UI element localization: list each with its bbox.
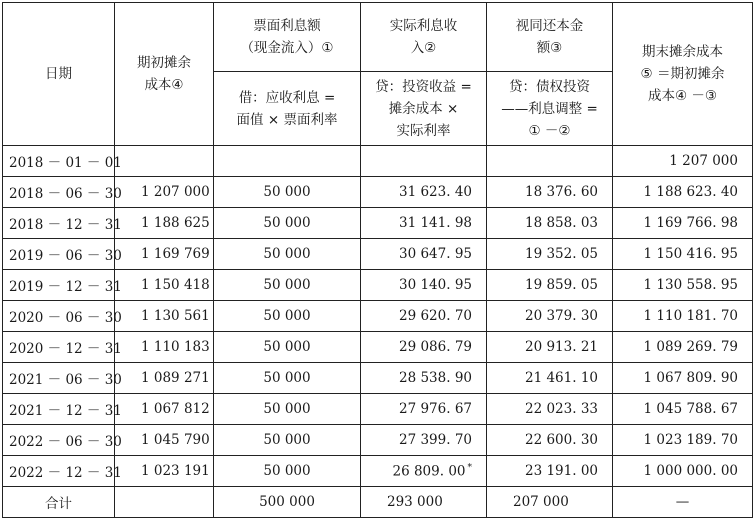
header-actual-entry-line1: 贷：投资收益 = [375,78,472,95]
table-row [3,146,753,177]
header-principal-entry-line1: 贷：债权投资 [509,78,590,95]
cell-opening-cost: 1 023 191 [115,456,214,487]
table-row [3,270,753,301]
cell-opening-cost: 1 110 183 [115,332,214,363]
table-row [3,177,753,208]
header-principal-line1: 视同还本金 [515,18,584,34]
cell-date: 2018 － 12 － 31 [3,208,115,239]
cell-actual-interest [361,456,487,487]
total-row [3,487,753,518]
cell-actual-interest: 29 620. 70 [361,301,487,332]
header-coupon-entry [214,72,361,146]
cell-principal: 19 859. 05 [487,270,613,301]
header-closing-cost-line3: 成本④ －③ [648,88,717,104]
cell-closing-cost: 1 130 558. 95 [613,270,753,301]
cell-actual-interest: 27 399. 70 [361,425,487,456]
cell-principal: 18 376. 60 [487,177,613,208]
footnote-mark: * [467,462,472,473]
cell-date: 2022 － 12 － 31 [3,456,115,487]
cell-coupon: 50 000 [214,301,361,332]
cell-principal [487,146,613,177]
header-opening-cost-line1: 期初摊余 [137,55,191,71]
total-principal: 207 000 [487,487,613,518]
cell-coupon [214,146,361,177]
total-opening-cost [115,487,214,518]
header-coupon-entry-line1: 借：应收利息 = [238,89,336,106]
table-row [3,239,753,270]
header-closing-cost-line1: 期末摊余成本 [642,44,723,60]
cell-actual-interest: 31 141. 98 [361,208,487,239]
table-row [3,394,753,425]
cell-date: 2020 － 12 － 31 [3,332,115,363]
header-principal-entry-line3: ① －② [528,122,571,139]
header-actual-interest-line2: 入② [410,40,437,56]
cell-coupon: 50 000 [214,425,361,456]
header-principal-entry [487,72,613,146]
table-row [3,208,753,239]
cell-closing-cost: 1 000 000. 00 [613,456,753,487]
cell-principal: 22 023. 33 [487,394,613,425]
header-coupon-line1: 票面利息额 [253,18,321,34]
cell-actual-interest: 27 976. 67 [361,394,487,425]
header-coupon [214,3,361,72]
header-coupon-line2: （现金流入）① [240,40,334,56]
cell-coupon: 50 000 [214,363,361,394]
cell-date: 2022 － 06 － 30 [3,425,115,456]
cell-opening-cost: 1 045 790 [115,425,214,456]
header-actual-interest [361,3,487,72]
cell-date: 2021 － 12 － 31 [3,394,115,425]
table-row [3,363,753,394]
cell-coupon: 50 000 [214,208,361,239]
table-row [3,425,753,456]
cell-actual-interest [361,146,487,177]
header-principal [487,3,613,72]
total-actual-interest: 293 000 [361,487,487,518]
cell-actual-interest-value: 26 809. 00 [392,463,466,480]
cell-opening-cost: 1 207 000 [115,177,214,208]
cell-principal: 22 600. 30 [487,425,613,456]
cell-opening-cost [115,146,214,177]
cell-coupon: 50 000 [214,270,361,301]
cell-opening-cost: 1 089 271 [115,363,214,394]
cell-actual-interest: 29 086. 79 [361,332,487,363]
cell-closing-cost: 1 045 788. 67 [613,394,753,425]
amortization-table [2,2,753,518]
header-date [3,3,115,146]
header-date-label: 日期 [45,66,72,82]
cell-closing-cost: 1 067 809. 90 [613,363,753,394]
cell-opening-cost: 1 150 418 [115,270,214,301]
header-principal-entry-line2: ——利息调整 = [501,100,598,117]
cell-date: 2019 － 06 － 30 [3,239,115,270]
cell-closing-cost: 1 023 189. 70 [613,425,753,456]
table-row [3,456,753,487]
header-closing-cost [613,3,753,146]
cell-actual-interest: 30 647. 95 [361,239,487,270]
header-row-top [3,3,753,72]
cell-coupon: 50 000 [214,177,361,208]
cell-date: 2019 － 12 － 31 [3,270,115,301]
cell-closing-cost: 1 150 416. 95 [613,239,753,270]
header-actual-entry [361,72,487,146]
cell-principal: 19 352. 05 [487,239,613,270]
total-label: 合计 [3,487,115,518]
cell-opening-cost: 1 188 625 [115,208,214,239]
cell-closing-cost: 1 110 181. 70 [613,301,753,332]
cell-principal: 20 913. 21 [487,332,613,363]
cell-opening-cost: 1 067 812 [115,394,214,425]
cell-closing-cost: 1 207 000 [613,146,753,177]
cell-coupon: 50 000 [214,332,361,363]
cell-coupon: 50 000 [214,239,361,270]
cell-closing-cost: 1 169 766. 98 [613,208,753,239]
cell-date: 2020 － 06 － 30 [3,301,115,332]
cell-coupon: 50 000 [214,456,361,487]
table-row [3,332,753,363]
header-actual-entry-line3: 实际利率 [396,122,451,139]
cell-principal: 20 379. 30 [487,301,613,332]
table-row [3,301,753,332]
cell-closing-cost: 1 188 623. 40 [613,177,753,208]
header-principal-line2: 额③ [536,40,563,56]
total-closing-cost: — [613,487,753,518]
cell-principal: 23 191. 00 [487,456,613,487]
header-closing-cost-line2: ⑤ ＝期初摊余 [640,66,725,82]
cell-coupon: 50 000 [214,394,361,425]
cell-opening-cost: 1 169 769 [115,239,214,270]
cell-principal: 18 858. 03 [487,208,613,239]
cell-actual-interest: 28 538. 90 [361,363,487,394]
total-coupon: 500 000 [214,487,361,518]
header-opening-cost [115,3,214,146]
cell-principal: 21 461. 10 [487,363,613,394]
cell-actual-interest: 31 623. 40 [361,177,487,208]
cell-actual-interest: 30 140. 95 [361,270,487,301]
cell-date: 2018 － 06 － 30 [3,177,115,208]
header-coupon-entry-line2: 面值 × 票面利率 [236,111,338,128]
cell-date: 2021 － 06 － 30 [3,363,115,394]
header-actual-interest-line1: 实际利息收 [389,18,458,34]
header-opening-cost-line2: 成本④ [144,77,184,93]
cell-closing-cost: 1 089 269. 79 [613,332,753,363]
cell-date: 2018 － 01 － 01 [3,146,115,177]
cell-opening-cost: 1 130 561 [115,301,214,332]
header-actual-entry-line2: 摊余成本 × [388,100,459,117]
